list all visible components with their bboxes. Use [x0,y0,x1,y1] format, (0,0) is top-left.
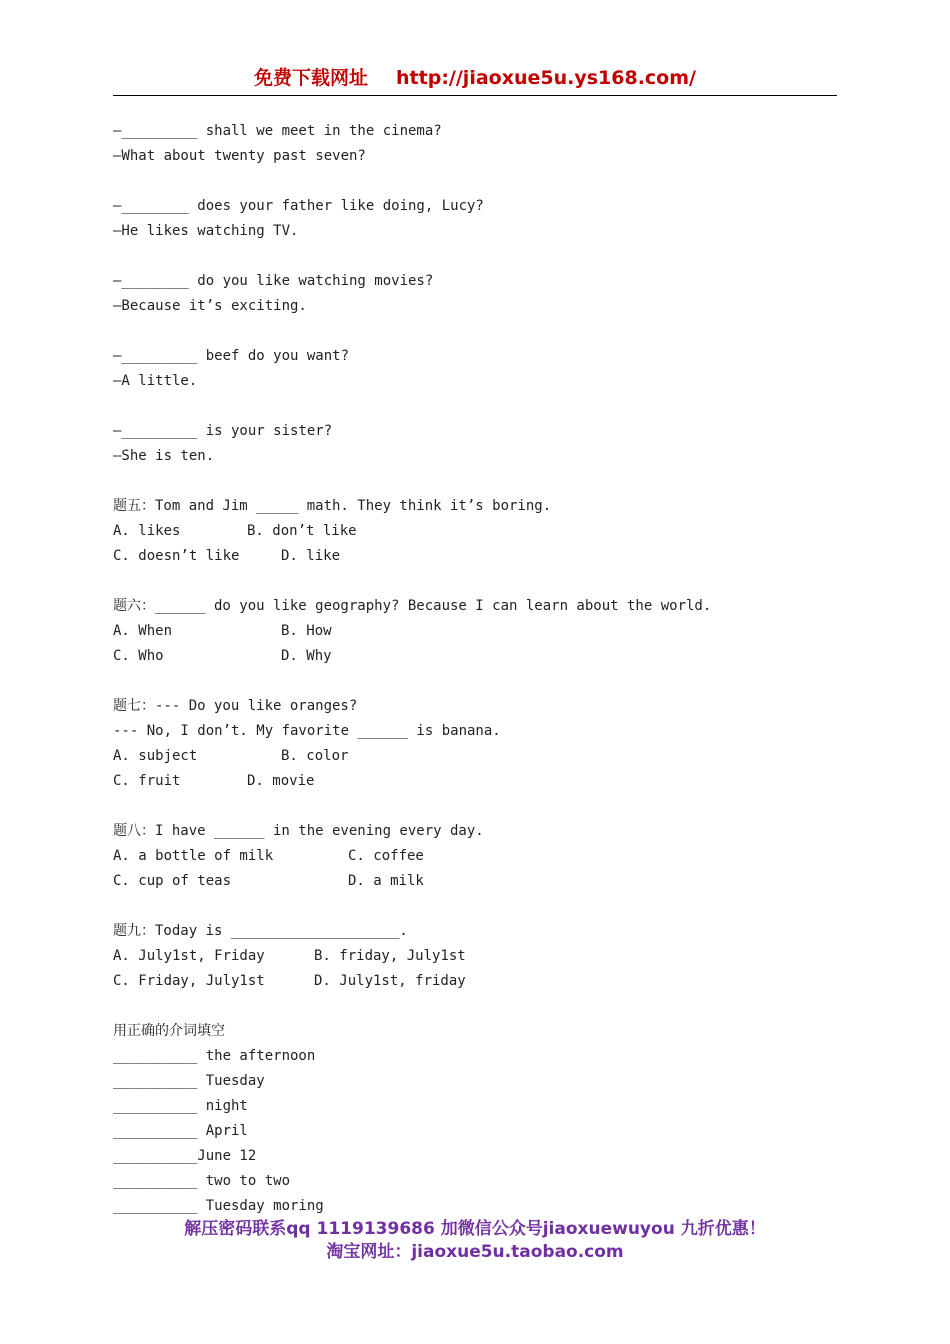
option: D. Why [281,648,332,664]
option: C. doesn’t like [113,548,240,564]
option: D. a milk [348,873,424,889]
fill-item: __________ the afternoon [113,1048,316,1064]
dialog-question: —________ does your father like doing, Lucy? [113,198,484,214]
option-row [113,644,837,669]
option: B. How [281,623,332,639]
fill-item: __________June 12 [113,1148,257,1164]
option: A. a bottle of milk [113,848,274,864]
dialog-question: —_________ shall we meet in the cinema? [113,123,442,139]
footer-shop-link[interactable]: 淘宝网址：jiaoxue5u.taobao.com [326,1242,624,1262]
question-stem: 题七：--- Do you like oranges? [113,698,358,714]
dialog-question: —_________ is your sister? [113,423,333,439]
option: D. like [281,548,341,564]
option-row [113,944,837,969]
section-title: 用正确的介词填空 [113,1023,225,1039]
header-url-link[interactable]: http://jiaoxue5u.ys168.com/ [396,67,696,89]
option: A. likes [113,523,181,539]
fill-item: __________ two to two [113,1173,291,1189]
question-stem: 题九：Today is ____________________. [113,923,408,939]
option-row [113,969,837,994]
dialog-answer: —He likes watching TV. [113,223,299,239]
footer-contact-line: 解压密码联系qq 1119139686 加微信公众号jiaoxuewuyou 九折优惠！ [184,1219,766,1239]
fill-item: __________ April [113,1123,248,1139]
fill-item: __________ night [113,1098,248,1114]
option: B. friday, July1st [314,948,466,964]
question-stem: --- No, I don’t. My favorite ______ is banana. [113,723,501,739]
question-stem: 题六：______ do you like geography? Because I can learn about the world. [113,598,712,614]
option: B. don’t like [247,523,357,539]
option-row [113,619,837,644]
page-footer [113,1218,837,1264]
page-header [113,64,837,92]
option: B. color [281,748,349,764]
option-row [113,519,837,544]
dialog-answer: —What about twenty past seven? [113,148,366,164]
option: C. coffee [348,848,424,864]
dialog-answer: —Because it’s exciting. [113,298,307,314]
dialog-answer: —A little. [113,373,198,389]
option: D. July1st, friday [314,973,466,989]
dialog-question: —_________ beef do you want? [113,348,350,364]
header-label: 免费下载网址 [254,67,369,89]
option-row [113,744,837,769]
dialog-question: —________ do you like watching movies? [113,273,434,289]
header-rule [113,95,837,96]
document-body [113,119,837,1219]
option-row [113,844,837,869]
question-stem: 题八：I have ______ in the evening every day. [113,823,484,839]
option: C. cup of teas [113,873,232,889]
question-stem: 题五：Tom and Jim _____ math. They think it’s boring. [113,498,552,514]
option: D. movie [247,773,315,789]
option: A. subject [113,748,198,764]
option: C. fruit [113,773,181,789]
option: C. Friday, July1st [113,973,265,989]
fill-item: __________ Tuesday moring [113,1198,324,1214]
option: A. When [113,623,173,639]
option-row [113,869,837,894]
option: C. Who [113,648,164,664]
fill-item: __________ Tuesday [113,1073,265,1089]
dialog-answer: —She is ten. [113,448,215,464]
option: A. July1st, Friday [113,948,265,964]
option-row [113,769,837,794]
option-row [113,544,837,569]
